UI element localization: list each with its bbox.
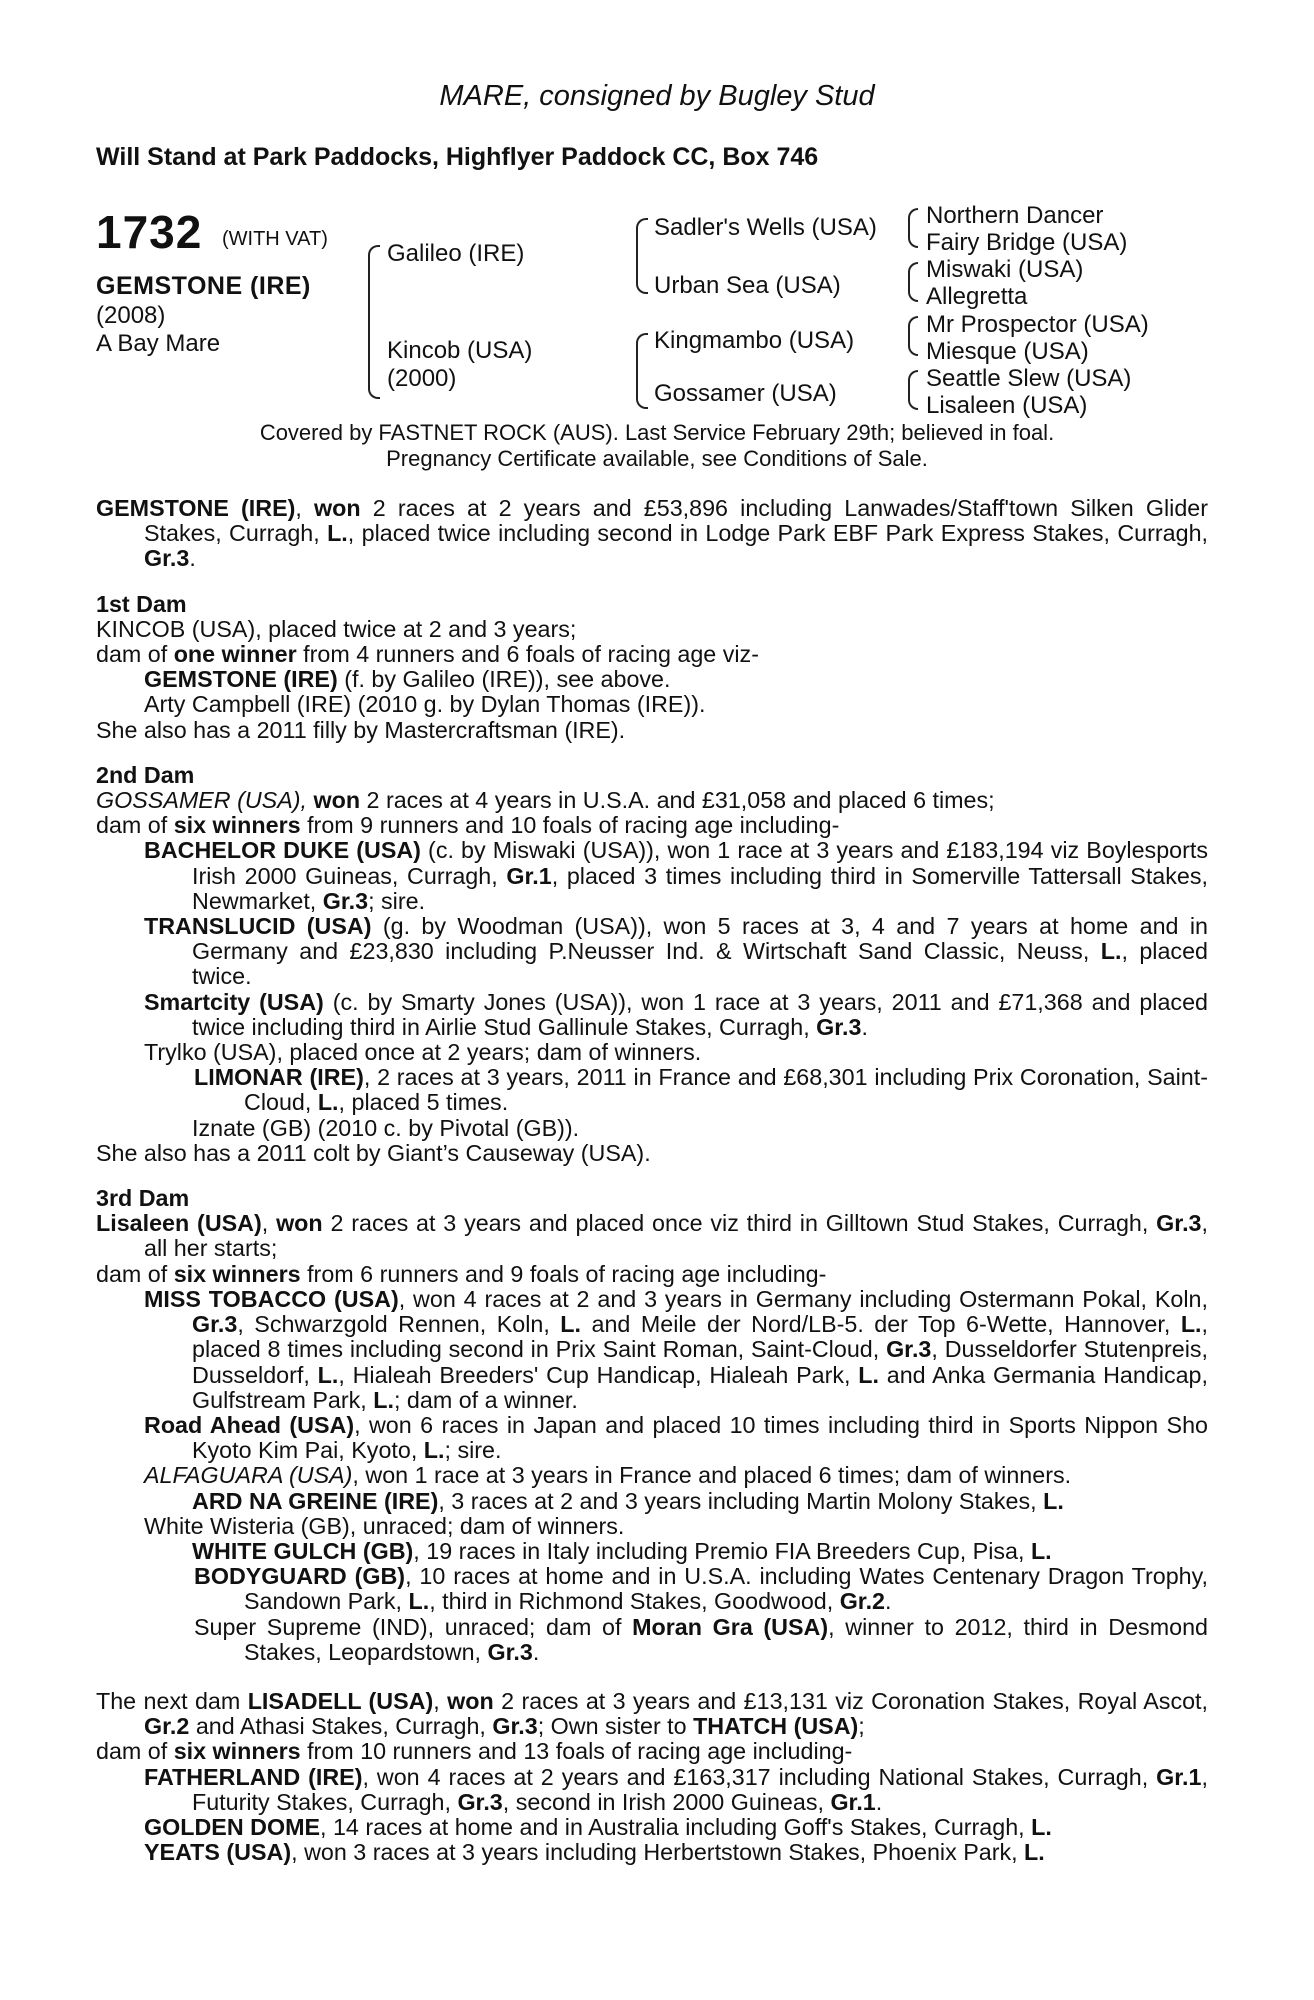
next-dam-produce: dam of six winners from 10 runners and 13 foals of racing age including- [96, 1738, 853, 1765]
produce-iznate: Iznate (GB) (2010 c. by Pivotal (GB)). [192, 1114, 580, 1141]
first-dam-line: KINCOB (USA), placed twice at 2 and 3 years; [96, 615, 577, 642]
pregnancy-note: Pregnancy Certificate available, see Conditions of Sale. [386, 446, 928, 471]
first-dam-also: She also has a 2011 filly by Mastercraftsman (IRE). [96, 716, 626, 743]
produce-arty-campbell: Arty Campbell (IRE) (2010 g. by Dylan Thomas (IRE)). [144, 691, 706, 718]
second-dam-produce: dam of six winners from 9 runners and 10 foals of racing age including- [96, 812, 840, 839]
pedigree-dam-year: (2000) [387, 365, 457, 392]
pedigree-bracket-1 [368, 245, 380, 399]
pedigree-ddd: Lisaleen (USA) [926, 392, 1088, 419]
pedigree-dds: Seattle Slew (USA) [926, 365, 1132, 392]
pedigree-sds: Miswaki (USA) [926, 256, 1084, 283]
second-dam-line: GOSSAMER (USA), won 2 races at 4 years in U.S.A. and £31,058 and placed 6 times; [96, 787, 995, 814]
pedigree-sire: Galileo (IRE) [387, 240, 525, 267]
foaling-year: (2008) [96, 302, 166, 329]
produce-white-wisteria: White Wisteria (GB), unraced; dam of winners. [144, 1512, 625, 1539]
pedigree-bracket-dam [636, 333, 648, 409]
third-dam-produce: dam of six winners from 6 runners and 9 foals of racing age including- [96, 1260, 827, 1287]
pedigree-sire-dam: Urban Sea (USA) [654, 272, 841, 299]
vat-label: (WITH VAT) [222, 228, 328, 250]
pedigree-ssd: Fairy Bridge (USA) [926, 229, 1128, 256]
horse-name: GEMSTONE (IRE) [96, 272, 311, 300]
produce-limonar: LIMONAR (IRE), 2 races at 3 years, 2011 in France and £68,301 including Prix Coronation, Saint-Cloud, L., placed 5 times. [194, 1064, 1208, 1116]
second-dam-also: She also has a 2011 colt by Giant’s Causeway (USA). [96, 1139, 651, 1166]
produce-bachelor-duke: BACHELOR DUKE (USA) (c. by Miswaki (USA)), won 1 race at 3 years and £183,194 viz Boylesports Irish 2000 Guineas, Curragh, Gr.1, placed 3 times including third in Somerville Tattersall Stakes, Newmarket, Gr.3; sire. [144, 837, 1208, 914]
second-dam-heading: 2nd Dam [96, 761, 195, 788]
pedigree-dam-sire: Kingmambo (USA) [654, 327, 855, 354]
produce-alfaguara: ALFAGUARA (USA), won 1 race at 3 years in France and placed 6 times; dam of winners. [144, 1462, 1072, 1489]
produce-gemstone: GEMSTONE (IRE) (f. by Galileo (IRE)), see above. [144, 666, 671, 693]
produce-trylko: Trylko (USA), placed once at 2 years; dam of winners. [144, 1039, 702, 1066]
pedigree-sire-sire: Sadler's Wells (USA) [654, 214, 877, 241]
stand-location: Will Stand at Park Paddocks, Highflyer Paddock CC, Box 746 [96, 143, 819, 171]
horse-description: A Bay Mare [96, 330, 221, 357]
pedigree-bracket-dd [908, 370, 918, 410]
produce-ard-na-greine: ARD NA GREINE (IRE), 3 races at 2 and 3 years including Martin Molony Stakes, L. [192, 1487, 1064, 1514]
consignor-heading: MARE, consigned by Bugley Stud [439, 80, 875, 112]
pedigree-sdd: Allegretta [926, 283, 1028, 310]
pedigree-bracket-sd [908, 262, 918, 302]
produce-super-supreme: Super Supreme (IND), unraced; dam of Moran Gra (USA), winner to 2012, third in Desmond Stakes, Leopardstown, Gr.3. [194, 1613, 1208, 1665]
pedigree-sss: Northern Dancer [926, 202, 1104, 229]
produce-smartcity: Smartcity (USA) (c. by Smarty Jones (USA)), won 1 race at 3 years, 2011 and £71,368 and placed twice including third in Airlie Stud Gallinule Stakes, Curragh, Gr.3. [144, 988, 1208, 1040]
produce-golden-dome: GOLDEN DOME, 14 races at home and in Australia including Goff's Stakes, Curragh, L. [144, 1813, 1052, 1840]
produce-miss-tobacco: MISS TOBACCO (USA), won 4 races at 2 and 3 years in Germany including Ostermann Pokal, Koln, Gr.3, Schwarzgold Rennen, Koln, L. and Meile der Nord/LB-5. der Top 6-Wette, Hannover, L., placed 8 times including second in Prix Saint Roman, Saint-Cloud, Gr.3, Dusseldorfer Stutenpreis, Dusseldorf, L., Hialeah Breeders' Cup Handicap, Hialeah Park, L. and Anka Germania Handicap, Gulfstream Park, L.; dam of a winner. [144, 1285, 1209, 1413]
produce-bodyguard: BODYGUARD (GB), 10 races at home and in U.S.A. including Wates Centenary Dragon Trophy, Sandown Park, L., third in Richmond Stakes, Goodwood, Gr.2. [194, 1563, 1208, 1615]
covered-note: Covered by FASTNET ROCK (AUS). Last Service February 29th; believed in foal. [259, 420, 1055, 445]
pedigree-dsd: Miesque (USA) [926, 338, 1089, 365]
first-dam-produce: dam of one winner from 4 runners and 6 foals of racing age viz- [96, 641, 759, 668]
third-dam-line: Lisaleen (USA), won 2 races at 3 years and placed once viz third in Gilltown Stud Stakes, Curragh, Gr.3, all her starts; [96, 1210, 1208, 1262]
produce-white-gulch: WHITE GULCH (GB), 19 races in Italy including Premio FIA Breeders Cup, Pisa, L. [192, 1537, 1052, 1564]
first-dam-heading: 1st Dam [96, 590, 187, 617]
racing-record: GEMSTONE (IRE), won 2 races at 2 years and £53,896 including Lanwades/Staff'town Silken Glider Stakes, Curragh, L., placed twice including second in Lodge Park EBF Park Express Stakes, Curragh, Gr.3. [96, 495, 1208, 572]
pedigree-dss: Mr Prospector (USA) [926, 311, 1149, 338]
third-dam-heading: 3rd Dam [96, 1185, 190, 1212]
pedigree-dam: Kincob (USA) [387, 337, 533, 364]
pedigree-bracket-ds [908, 316, 918, 356]
produce-yeats: YEATS (USA), won 3 races at 3 years including Herbertstown Stakes, Phoenix Park, L. [144, 1839, 1045, 1866]
produce-road-ahead: Road Ahead (USA), won 6 races in Japan and placed 10 times including third in Sports Nippon Sho Kyoto Kim Pai, Kyoto, L.; sire. [144, 1411, 1208, 1464]
catalogue-body [96, 496, 1208, 1865]
pedigree-bracket-ss [908, 208, 918, 248]
pedigree-dam-dam: Gossamer (USA) [654, 380, 837, 407]
produce-fatherland: FATHERLAND (IRE), won 4 races at 2 years and £163,317 including National Stakes, Curragh, Gr.1, Futurity Stakes, Curragh, Gr.3, second in Irish 2000 Guineas, Gr.1. [144, 1763, 1208, 1815]
pedigree-bracket-sire [636, 218, 648, 294]
next-dam-line: The next dam LISADELL (USA), won 2 races at 3 years and £13,131 viz Coronation Stakes, Royal Ascot, Gr.2 and Athasi Stakes, Curragh, Gr.3; Own sister to THATCH (USA); [96, 1687, 1208, 1740]
produce-translucid: TRANSLUCID (USA) (g. by Woodman (USA)), won 5 races at 3, 4 and 7 years at home and in Germany and £23,830 including P.Neusser Ind. & Wirtschaft Sand Classic, Neuss, L., placed twice. [144, 913, 1208, 990]
lot-number: 1732 [96, 206, 203, 258]
